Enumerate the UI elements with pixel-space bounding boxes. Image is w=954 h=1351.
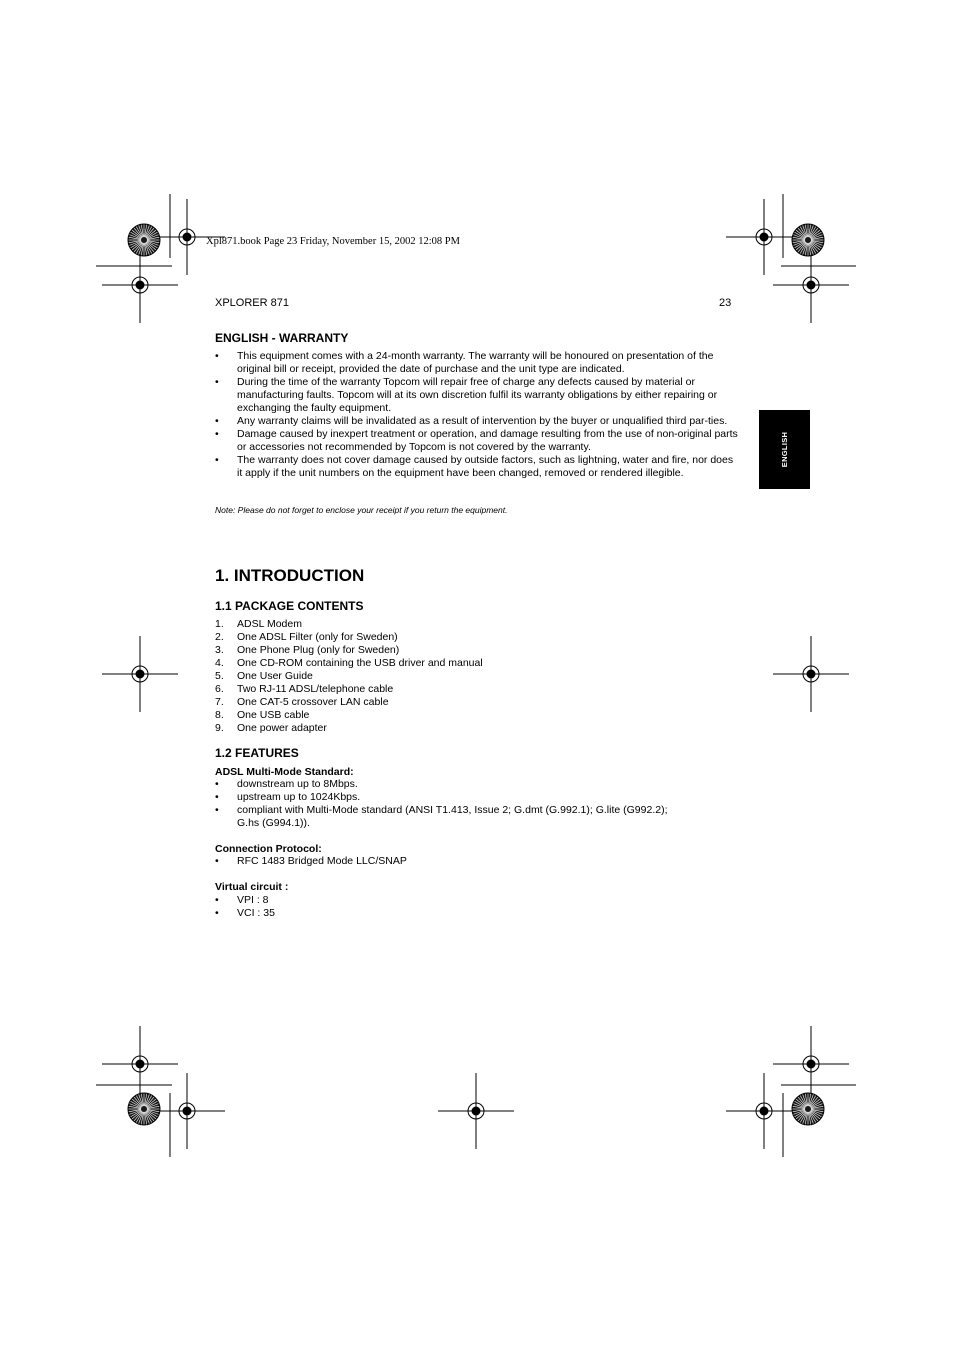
star-target-mark [792, 224, 824, 256]
list-item: 8. One USB cable [215, 709, 310, 721]
registration-mark [773, 636, 849, 712]
star-target-mark [792, 1093, 824, 1125]
list-item: 4. One CD-ROM containing the USB driver and manual [215, 657, 483, 669]
warranty-note: Note: Please do not forget to enclose your receipt if you return the equipment. [215, 505, 508, 515]
list-item: 7. One CAT-5 crossover LAN cable [215, 696, 389, 708]
registration-mark [773, 1026, 849, 1102]
list-item: • The warranty does not cover damage caused by outside factors, such as lightning, water and fire, nor does it apply if the unit numbers on the equipment have been changed, removed or rendered illegible. [215, 454, 734, 479]
features-title: 1.2 FEATURES [215, 746, 299, 760]
star-target-mark [128, 1093, 160, 1125]
virtual-circuit-list [215, 894, 275, 920]
registration-mark [726, 1073, 802, 1149]
list-item: 3. One Phone Plug (only for Sweden) [215, 644, 400, 656]
header-product: XPLORER 871 [215, 297, 289, 309]
warranty-title: ENGLISH - WARRANTY [215, 331, 349, 345]
header-page-number: 23 [719, 297, 732, 309]
registration-mark [149, 1073, 225, 1149]
connection-protocol-title: Connection Protocol: [215, 843, 322, 855]
introduction-title: 1. INTRODUCTION [215, 566, 365, 585]
registration-mark [726, 199, 802, 275]
connection-protocol-list [215, 855, 407, 868]
warranty-list [215, 350, 739, 480]
list-item: • downstream up to 8Mbps. [215, 778, 358, 790]
list-item: 5. One User Guide [215, 670, 313, 682]
list-item: • VCI : 35 [215, 907, 275, 919]
list-item: 6. Two RJ-11 ADSL/telephone cable [215, 683, 394, 695]
list-item: 9. One power adapter [215, 722, 327, 734]
list-item: • compliant with Multi-Mode standard (ANSI T1.413, Issue 2; G.dmt (G.992.1); G.lite (G992.2); [215, 804, 668, 816]
list-item: • RFC 1483 Bridged Mode LLC/SNAP [215, 855, 407, 867]
list-item: • Any warranty claims will be invalidated as a result of intervention by the buyer or unqualified third par-ties. [215, 415, 728, 427]
adsl-standard-list [215, 778, 668, 830]
list-item: • During the time of the warranty Topcom will repair free of charge any defects caused by material or manufacturing faults. Topcom will at its own discretion fulfil its warranty obligations by either repairing or exchanging the faulty equipment. [215, 376, 718, 414]
list-item-continuation: G.hs (G994.1)). [237, 817, 310, 829]
print-info: Xpl871.book Page 23 Friday, November 15, 2002 12:08 PM [206, 236, 460, 247]
list-item: 2. One ADSL Filter (only for Sweden) [215, 631, 398, 643]
registration-mark [102, 247, 178, 323]
list-item: • VPI : 8 [215, 894, 269, 906]
list-item: • This equipment comes with a 24-month warranty. The warranty will be honoured on presentation of the original bill or receipt, provided the date of purchase and the unit type are indicated. [215, 350, 714, 375]
language-tab [759, 410, 810, 489]
virtual-circuit-title: Virtual circuit : [215, 881, 289, 893]
registration-mark [773, 247, 849, 323]
package-contents-title: 1.1 PACKAGE CONTENTS [215, 599, 364, 613]
list-item: 1. ADSL Modem [215, 618, 302, 630]
language-tab-label: ENGLISH [780, 431, 789, 468]
adsl-standard-title: ADSL Multi-Mode Standard: [215, 766, 354, 778]
registration-mark [102, 636, 178, 712]
registration-mark [438, 1073, 514, 1149]
registration-mark [102, 1026, 178, 1102]
list-item: • Damage caused by inexpert treatment or operation, and damage resulting from the use of non-original parts or accessories not recommended by Topcom is not covered by the warranty. [215, 428, 738, 453]
star-target-mark [128, 224, 160, 256]
list-item: • upstream up to 1024Kbps. [215, 791, 361, 803]
package-contents-list [215, 618, 483, 735]
